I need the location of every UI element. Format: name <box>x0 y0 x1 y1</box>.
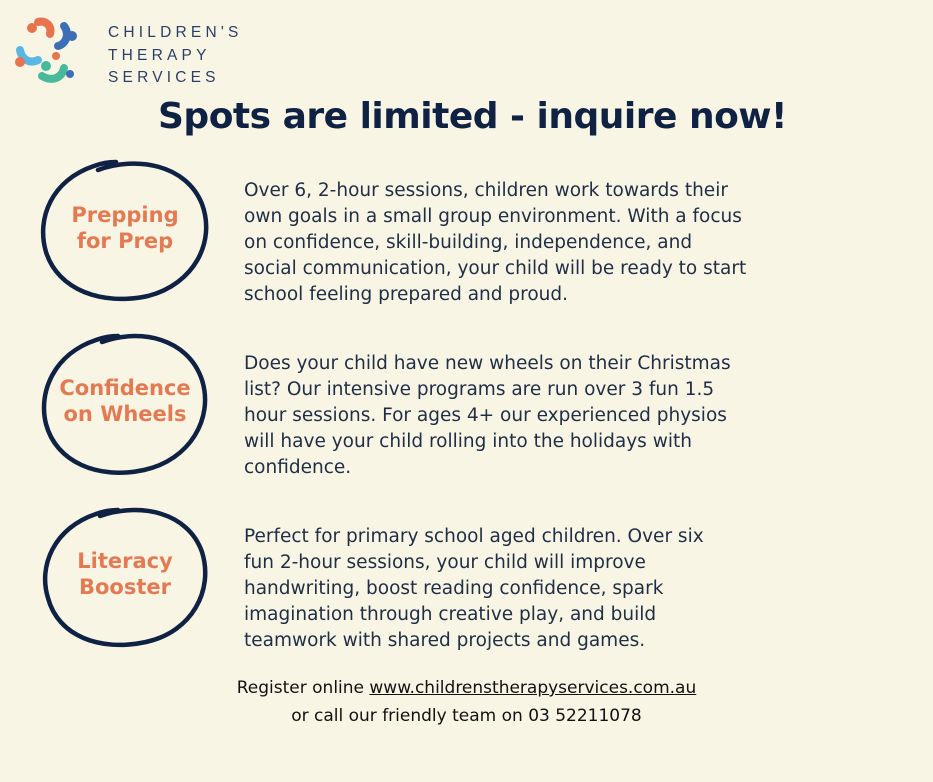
description-line: handwriting, boost reading confidence, spark <box>244 578 664 599</box>
program-description <box>244 524 844 654</box>
description-line: own goals in a small group environment. With a focus <box>244 206 742 227</box>
program-title-line-2: for Prep <box>76 229 174 253</box>
brand-line-1: CHILDREN'S <box>108 24 243 41</box>
description-line: list? Our intensive programs are run over 3 fun 1.5 <box>244 379 715 400</box>
description-line: Over 6, 2-hour sessions, children work towards their <box>244 180 728 201</box>
description-line: will have your child rolling into the holidays with <box>244 431 692 452</box>
call-line: or call our friendly team on 03 52211078 <box>291 706 642 726</box>
program-title-line-2: on Wheels <box>63 402 187 426</box>
brand-line-2: THERAPY <box>108 46 211 64</box>
brand-line-3: SERVICES <box>108 69 220 86</box>
brand-name <box>108 22 243 90</box>
description-line: Does your child have new wheels on their Christmas <box>244 353 731 374</box>
childrens-therapy-logo-icon <box>12 16 82 88</box>
program-title-line-1: Prepping <box>71 203 179 227</box>
program-title-line-2: Booster <box>79 575 171 599</box>
description-line: hour sessions. For ages 4+ our experienced physios <box>244 405 727 426</box>
description-line: teamwork with shared projects and games. <box>244 630 646 651</box>
description-line: imagination through creative play, and build <box>244 604 657 625</box>
description-line: fun 2-hour sessions, your child will improve <box>244 552 646 573</box>
register-prefix: Register online <box>236 678 370 698</box>
program-title <box>46 548 204 600</box>
website-link[interactable]: www.childrenstherapyservices.com.au <box>369 678 697 698</box>
description-line: social communication, your child will be ready to start <box>244 258 747 279</box>
description-line: school feeling prepared and proud. <box>244 284 569 305</box>
program-description <box>244 178 844 308</box>
description-line: on confidence, skill-building, independence, and <box>244 232 693 253</box>
page-headline: Spots are limited - inquire now! <box>158 96 787 137</box>
program-title <box>46 202 204 254</box>
program-title-line-1: Confidence <box>59 376 191 400</box>
register-line <box>0 678 933 698</box>
description-line: confidence. <box>244 457 352 478</box>
description-line: Perfect for primary school aged children. Over six <box>244 526 704 547</box>
program-title-line-1: Literacy <box>77 549 173 573</box>
program-description <box>244 351 844 481</box>
program-title <box>44 375 206 427</box>
